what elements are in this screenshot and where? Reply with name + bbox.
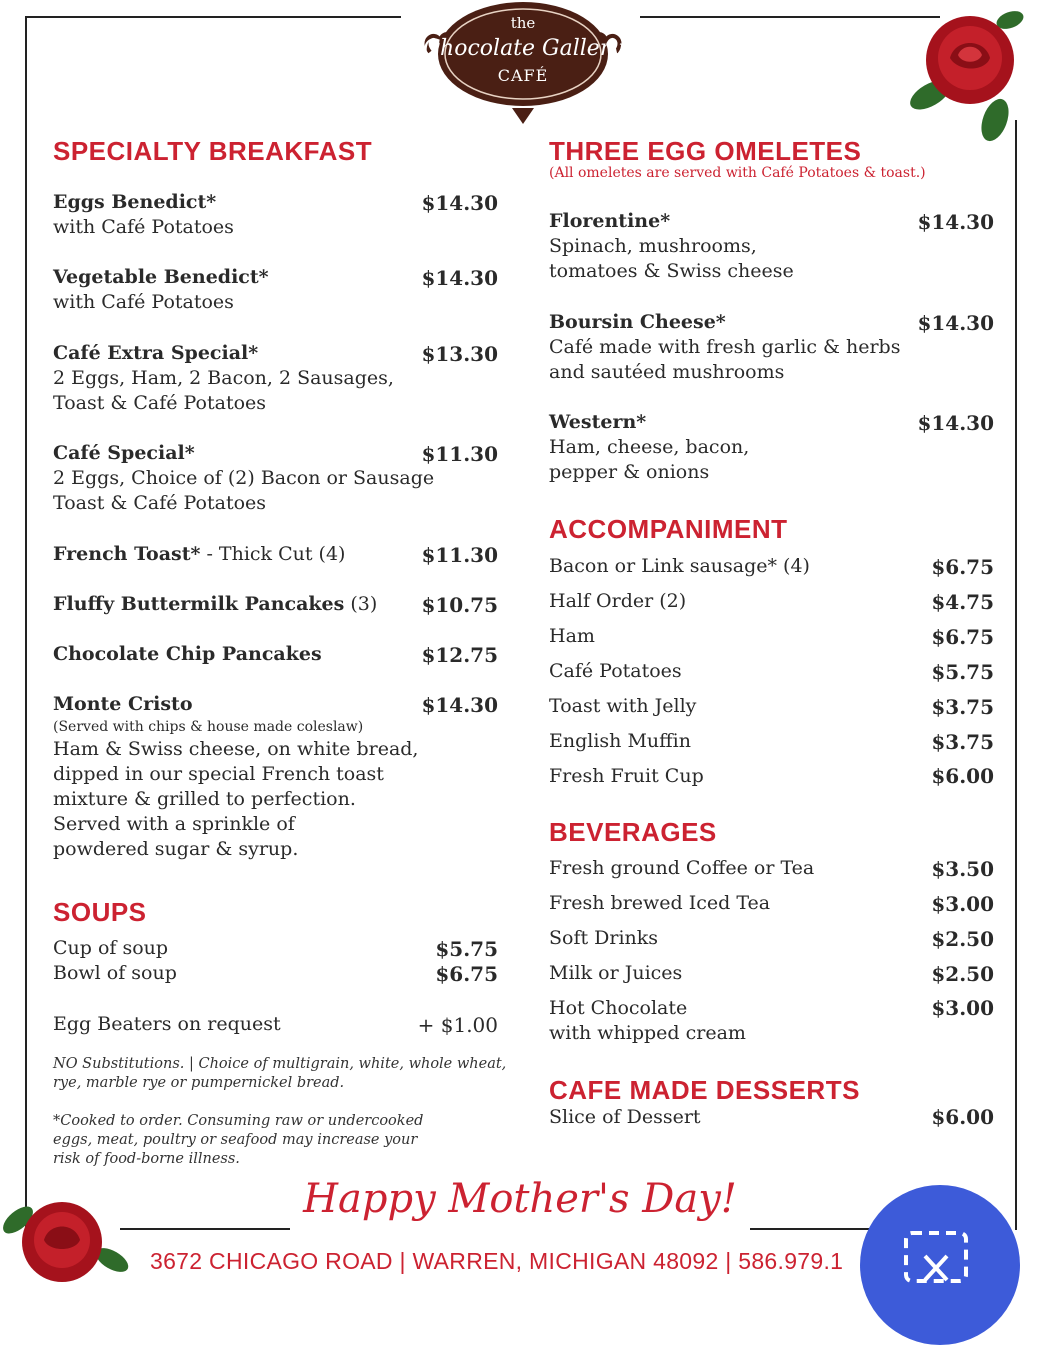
item-desc: Café made with fresh garlic & herbs	[549, 336, 901, 358]
menu-item: Cup of soup	[53, 937, 169, 959]
menu-item	[53, 265, 269, 315]
menu-item	[549, 996, 746, 1046]
frame-line	[640, 16, 940, 18]
item-desc: Served with a sprinkle of	[53, 813, 295, 835]
item-price: $6.00	[931, 764, 994, 788]
item-price: $11.30	[421, 442, 498, 466]
section-heading-accompaniment: ACCOMPANIMENT	[549, 514, 788, 544]
item-name: Boursin Cheese*	[549, 311, 726, 333]
item-price: $3.75	[931, 730, 994, 754]
menu-item	[549, 310, 900, 385]
item-price: $14.30	[917, 411, 994, 435]
item-price: $11.30	[421, 543, 498, 567]
menu-item	[53, 592, 377, 617]
section-note: (All omeletes are served with Café Potatoes & toast.)	[549, 165, 926, 181]
item-name: Café Extra Special*	[53, 342, 259, 364]
frame-line	[1015, 120, 1017, 1230]
item-extra: (3)	[344, 593, 378, 615]
item-name: Western*	[549, 411, 647, 433]
item-desc: powdered sugar & syrup.	[53, 838, 299, 860]
item-desc: mixture & grilled to perfection.	[53, 788, 356, 810]
footnote-line: NO Substitutions. | Choice of multigrain, white, whole wheat,	[53, 1056, 507, 1072]
logo-text: the	[510, 14, 536, 32]
footnote	[53, 1055, 506, 1093]
item-price: + $1.00	[417, 1013, 498, 1037]
greeting-script: Happy Mother's Day!	[303, 1176, 737, 1222]
menu-item	[53, 642, 322, 667]
footnote-line: eggs, meat, poultry or seafood may increase your	[53, 1132, 418, 1148]
item-desc: Toast & Café Potatoes	[53, 492, 267, 514]
item-desc: dipped in our special French toast	[53, 763, 384, 785]
item-name: Hot Chocolate	[549, 997, 688, 1019]
frame-line	[25, 16, 27, 1230]
section-heading-beverages: BEVERAGES	[549, 817, 717, 847]
section-heading-breakfast: SPECIALTY BREAKFAST	[53, 136, 373, 166]
item-price: $14.30	[421, 266, 498, 290]
menu-item: English Muffin	[549, 730, 691, 752]
item-price: $10.75	[421, 593, 498, 617]
cafe-logo	[420, 0, 626, 128]
item-name: Café Special*	[53, 442, 195, 464]
menu-item: Café Potatoes	[549, 660, 682, 682]
section-heading-soups: SOUPS	[53, 897, 147, 927]
item-price: $12.75	[421, 643, 498, 667]
item-price: $14.30	[421, 191, 498, 215]
section-heading-desserts: CAFE MADE DESSERTS	[549, 1075, 860, 1105]
item-name: Florentine*	[549, 210, 671, 232]
item-desc: 2 Eggs, Ham, 2 Bacon, 2 Sausages,	[53, 367, 394, 389]
screenshot-crop-icon[interactable]	[903, 1230, 969, 1284]
menu-item	[549, 209, 794, 284]
item-desc: 2 Eggs, Choice of (2) Bacon or Sausage	[53, 467, 435, 489]
item-name: French Toast*	[53, 543, 201, 565]
item-desc: Toast & Café Potatoes	[53, 392, 267, 414]
frame-line	[25, 16, 401, 18]
item-desc: with whipped cream	[549, 1022, 746, 1044]
menu-item: Milk or Juices	[549, 962, 683, 984]
item-price: $6.00	[931, 1105, 994, 1129]
menu-item: Fresh brewed Iced Tea	[549, 892, 771, 914]
menu-item: Toast with Jelly	[549, 695, 697, 717]
menu-item: Slice of Dessert	[549, 1106, 701, 1128]
item-desc: Spinach, mushrooms,	[549, 235, 757, 257]
item-desc: with Café Potatoes	[53, 291, 234, 313]
item-price: $14.30	[421, 693, 498, 717]
item-price: $3.00	[931, 996, 994, 1020]
item-price: $6.75	[931, 625, 994, 649]
item-price: $3.50	[931, 857, 994, 881]
item-price: $6.75	[435, 962, 498, 986]
item-extra: - Thick Cut (4)	[200, 543, 346, 565]
menu-item: Egg Beaters on request	[53, 1013, 281, 1035]
item-price: $5.75	[931, 660, 994, 684]
item-price: $13.30	[421, 342, 498, 366]
menu-item: Soft Drinks	[549, 927, 659, 949]
item-name: Monte Cristo	[53, 693, 193, 715]
menu-item	[53, 692, 418, 862]
menu-item	[549, 410, 749, 485]
logo-text: Chocolate Gallery	[423, 36, 623, 61]
item-name: Chocolate Chip Pancakes	[53, 643, 322, 665]
item-desc: pepper & onions	[549, 461, 710, 483]
item-price: $14.30	[917, 210, 994, 234]
item-desc: and sautéed mushrooms	[549, 361, 785, 383]
menu-item	[53, 341, 394, 416]
menu-item: Ham	[549, 625, 595, 647]
menu-item	[53, 441, 434, 516]
item-price: $4.75	[931, 590, 994, 614]
section-heading-omeletes: THREE EGG OMELETES	[549, 136, 862, 166]
item-price: $2.50	[931, 962, 994, 986]
item-name: Fluffy Buttermilk Pancakes	[53, 593, 345, 615]
footnote-line: rye, marble rye or pumpernickel bread.	[53, 1075, 345, 1091]
menu-item	[53, 190, 234, 240]
footnote-line: *Cooked to order. Consuming raw or undercooked	[53, 1113, 424, 1129]
item-price: $6.75	[931, 555, 994, 579]
menu-item: Fresh ground Coffee or Tea	[549, 857, 815, 879]
item-desc: Ham & Swiss cheese, on white bread,	[53, 738, 419, 760]
rose-icon	[900, 0, 1030, 145]
item-desc: tomatoes & Swiss cheese	[549, 260, 794, 282]
menu-item	[53, 542, 345, 567]
address-line: 3672 CHICAGO ROAD | WARREN, MICHIGAN 48092 | 586.979.1	[150, 1248, 844, 1274]
logo-text: CAFÉ	[497, 66, 549, 85]
menu-item: Bowl of soup	[53, 962, 177, 984]
menu-item: Bacon or Link sausage* (4)	[549, 555, 810, 577]
footnote	[53, 1112, 423, 1169]
rose-icon	[0, 1190, 130, 1284]
item-desc: with Café Potatoes	[53, 216, 234, 238]
item-price: $3.00	[931, 892, 994, 916]
item-name: Vegetable Benedict*	[53, 266, 269, 288]
menu-item: Half Order (2)	[549, 590, 687, 612]
frame-line	[750, 1228, 880, 1230]
item-price: $2.50	[931, 927, 994, 951]
menu-item: Fresh Fruit Cup	[549, 765, 704, 787]
item-price: $5.75	[435, 937, 498, 961]
footnote-line: risk of food-borne illness.	[53, 1151, 240, 1167]
item-price: $14.30	[917, 311, 994, 335]
frame-line	[120, 1228, 290, 1230]
item-price: $3.75	[931, 695, 994, 719]
item-note: (Served with chips & house made coleslaw)	[53, 719, 364, 735]
item-desc: Ham, cheese, bacon,	[549, 436, 750, 458]
item-name: Eggs Benedict*	[53, 191, 217, 213]
